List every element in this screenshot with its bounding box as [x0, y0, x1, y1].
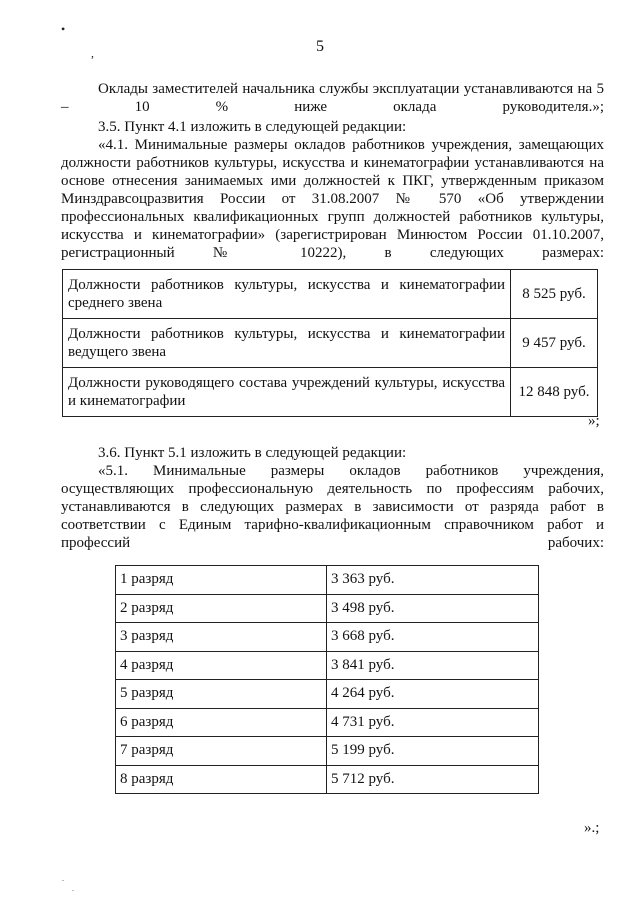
grade-table	[115, 565, 539, 794]
position-cell: Должности работников культуры, искусства и кинематографии среднего звена	[63, 270, 511, 319]
table-row	[116, 566, 539, 595]
position-cell: Должности руководящего состава учреждений культуры, искусства и кинематографии	[63, 368, 511, 417]
scan-dust	[62, 880, 64, 881]
grade-cell: 7 разряд	[116, 737, 327, 766]
grade-cell: 8 разряд	[116, 765, 327, 794]
paragraph-item-3-5: 3.5. Пункт 4.1 изложить в следующей редакции:	[98, 119, 407, 135]
amount-cell: 9 457 руб.	[511, 319, 598, 368]
table-row	[116, 623, 539, 652]
page-number: 5	[316, 38, 324, 55]
table-row	[63, 270, 598, 319]
salary-table	[62, 269, 598, 417]
amount-cell: 3 841 руб.	[327, 651, 539, 680]
scan-speck-tick: ,	[91, 46, 94, 60]
amount-cell: 4 264 руб.	[327, 680, 539, 709]
table-row	[63, 319, 598, 368]
scan-dust	[72, 890, 74, 891]
table-row	[116, 765, 539, 794]
paragraph-item-4-1: «4.1. Минимальные размеры окладов работников учреждения, замещающих должности работников культуры, искусства и кинематографии устанавливаются на основе отнесения занимаемых ими должностей к ПКГ, утвержденным приказом Минздравсоцразвития России от 31.08.2007 № 570 «Об утверждении профессиональных квалификационных групп должностей работников культуры, искусства и кинематографии» (зарегистрирован Минюстом России 01.10.2007, регистрационный № 10222), в следующих размерах:	[61, 137, 604, 261]
amount-cell: 8 525 руб.	[511, 270, 598, 319]
table-row	[116, 737, 539, 766]
table-row	[116, 651, 539, 680]
amount-cell: 4 731 руб.	[327, 708, 539, 737]
paragraph-deputy-salaries: Оклады заместителей начальника службы эксплуатации устанавливаются на 5 – 10 % ниже оклада руководителя.»;	[61, 81, 604, 115]
amount-cell: 5 712 руб.	[327, 765, 539, 794]
salary-table-closing-quote: »;	[588, 413, 600, 429]
grade-cell: 2 разряд	[116, 594, 327, 623]
table-row	[63, 368, 598, 417]
position-cell: Должности работников культуры, искусства и кинематографии ведущего звена	[63, 319, 511, 368]
paragraph-item-5-1: «5.1. Минимальные размеры окладов работников учреждения, осуществляющих профессиональную деятельность по профессиям рабочих, устанавливаются в следующих размерах в зависимости от разряда работ в соответствии с Единым тарифно-квалификационным справочником работ и профессий рабочих:	[61, 463, 604, 551]
grade-cell: 1 разряд	[116, 566, 327, 595]
grade-cell: 6 разряд	[116, 708, 327, 737]
grade-cell: 3 разряд	[116, 623, 327, 652]
scan-speck-dot: •	[61, 22, 66, 36]
grade-cell: 5 разряд	[116, 680, 327, 709]
amount-cell: 3 498 руб.	[327, 594, 539, 623]
table-row	[116, 680, 539, 709]
grade-cell: 4 разряд	[116, 651, 327, 680]
paragraph-item-3-6: 3.6. Пункт 5.1 изложить в следующей редакции:	[98, 445, 407, 461]
amount-cell: 3 668 руб.	[327, 623, 539, 652]
grade-table-closing-quote: ».;	[584, 820, 600, 836]
table-row	[116, 594, 539, 623]
table-row	[116, 708, 539, 737]
amount-cell: 12 848 руб.	[511, 368, 598, 417]
amount-cell: 3 363 руб.	[327, 566, 539, 595]
amount-cell: 5 199 руб.	[327, 737, 539, 766]
